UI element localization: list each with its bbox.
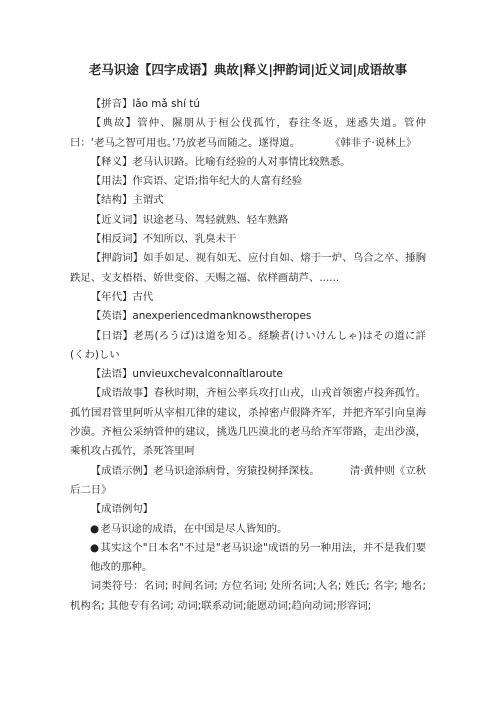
diangu-text: 【典故】管仲、隰朋从于桓公伐孤竹，春往冬返，迷惑失道。管仲曰：‘老马之智可用也。’乃放老马而随之。遂得道。 bbox=[70, 117, 426, 149]
sentence-text-2: 其实这个"日本名"不过是"老马识途"成语的另一种用法，并不是我们要他改的那种。 bbox=[90, 541, 426, 574]
french-line: 【法语】unvieuxchevalconnaîtlaroute bbox=[90, 368, 283, 381]
sentence-item-1 bbox=[70, 520, 426, 539]
example-source: 清·黄仲则《立秋后二日》 bbox=[70, 464, 426, 496]
jinyici-line: 【近义词】识途老马、驾轻就熟、轻车熟路 bbox=[90, 213, 289, 226]
diangu-source: 《韩非子·说林上》 bbox=[330, 136, 417, 149]
example-paragraph bbox=[70, 462, 426, 501]
japanese-paragraph: 【日语】老馬(ろうば)は道を知る。経験者(けいけんしゃ)はその道に詳(くわ)しい bbox=[70, 329, 426, 361]
yongfa-line: 【用法】作宾语、定语;指年纪大的人富有经验 bbox=[90, 175, 303, 188]
bullet-icon: ● bbox=[90, 522, 100, 535]
yayunci-paragraph: 【押韵词】如手如足、视有如无、应付自如、熔于一炉、乌合之卒、捶胸跌足、支支梧梧、娇世变俗、天赐之福、依样画葫芦、...... bbox=[70, 252, 426, 284]
story-paragraph: 【成语故事】春秋时期，齐桓公率兵攻打山戎，山戎首领密卢投奔孤竹。孤竹国君管里阿听从宰相兀律的建议，杀掉密卢假降齐军，并把齐军引向皇海沙漠。齐桓公采纳管仲的建议，挑选几匹漠北的老马给齐军带路，走出沙漠，乘机攻占孤竹，杀死答里呵 bbox=[70, 387, 426, 458]
jiegou-line: 【结构】主谓式 bbox=[90, 194, 164, 207]
niandai-line: 【年代】古代 bbox=[90, 290, 154, 303]
word-class-paragraph: 词类符号：名词; 时间名词; 方位名词; 处所名词;人名; 姓氏; 名字; 地名; 机构名; 其他专有名词; 动词;联系动词;能愿动词;趋向动词;形容词; bbox=[70, 580, 426, 612]
english-line: 【英语】anexperiencedmanknowstheropes bbox=[90, 310, 312, 323]
example-text: 【成语示例】老马识途添病骨，穷猿投树择深枝。 bbox=[90, 464, 320, 477]
document-body bbox=[70, 95, 426, 616]
sentence-item-2 bbox=[70, 539, 426, 578]
shiyi-line: 【释义】老马认识路。比喻有经验的人对事情比较熟悉。 bbox=[90, 155, 351, 168]
page-title: 老马识途【四字成语】典故|释义|押韵词|近义词|成语故事 bbox=[88, 62, 408, 77]
sentences-heading: 【成语例句】 bbox=[90, 503, 154, 516]
sentence-text-1: 老马识途的成语，在中国是尽人皆知的。 bbox=[100, 522, 288, 535]
bullet-icon: ● bbox=[90, 541, 100, 554]
diangu-paragraph bbox=[70, 114, 426, 153]
fanyici-line: 【相反词】不知所以、乳臭未干 bbox=[90, 233, 237, 246]
pinyin-line: 【拼音】lǎo mǎ shí tú bbox=[90, 98, 200, 110]
